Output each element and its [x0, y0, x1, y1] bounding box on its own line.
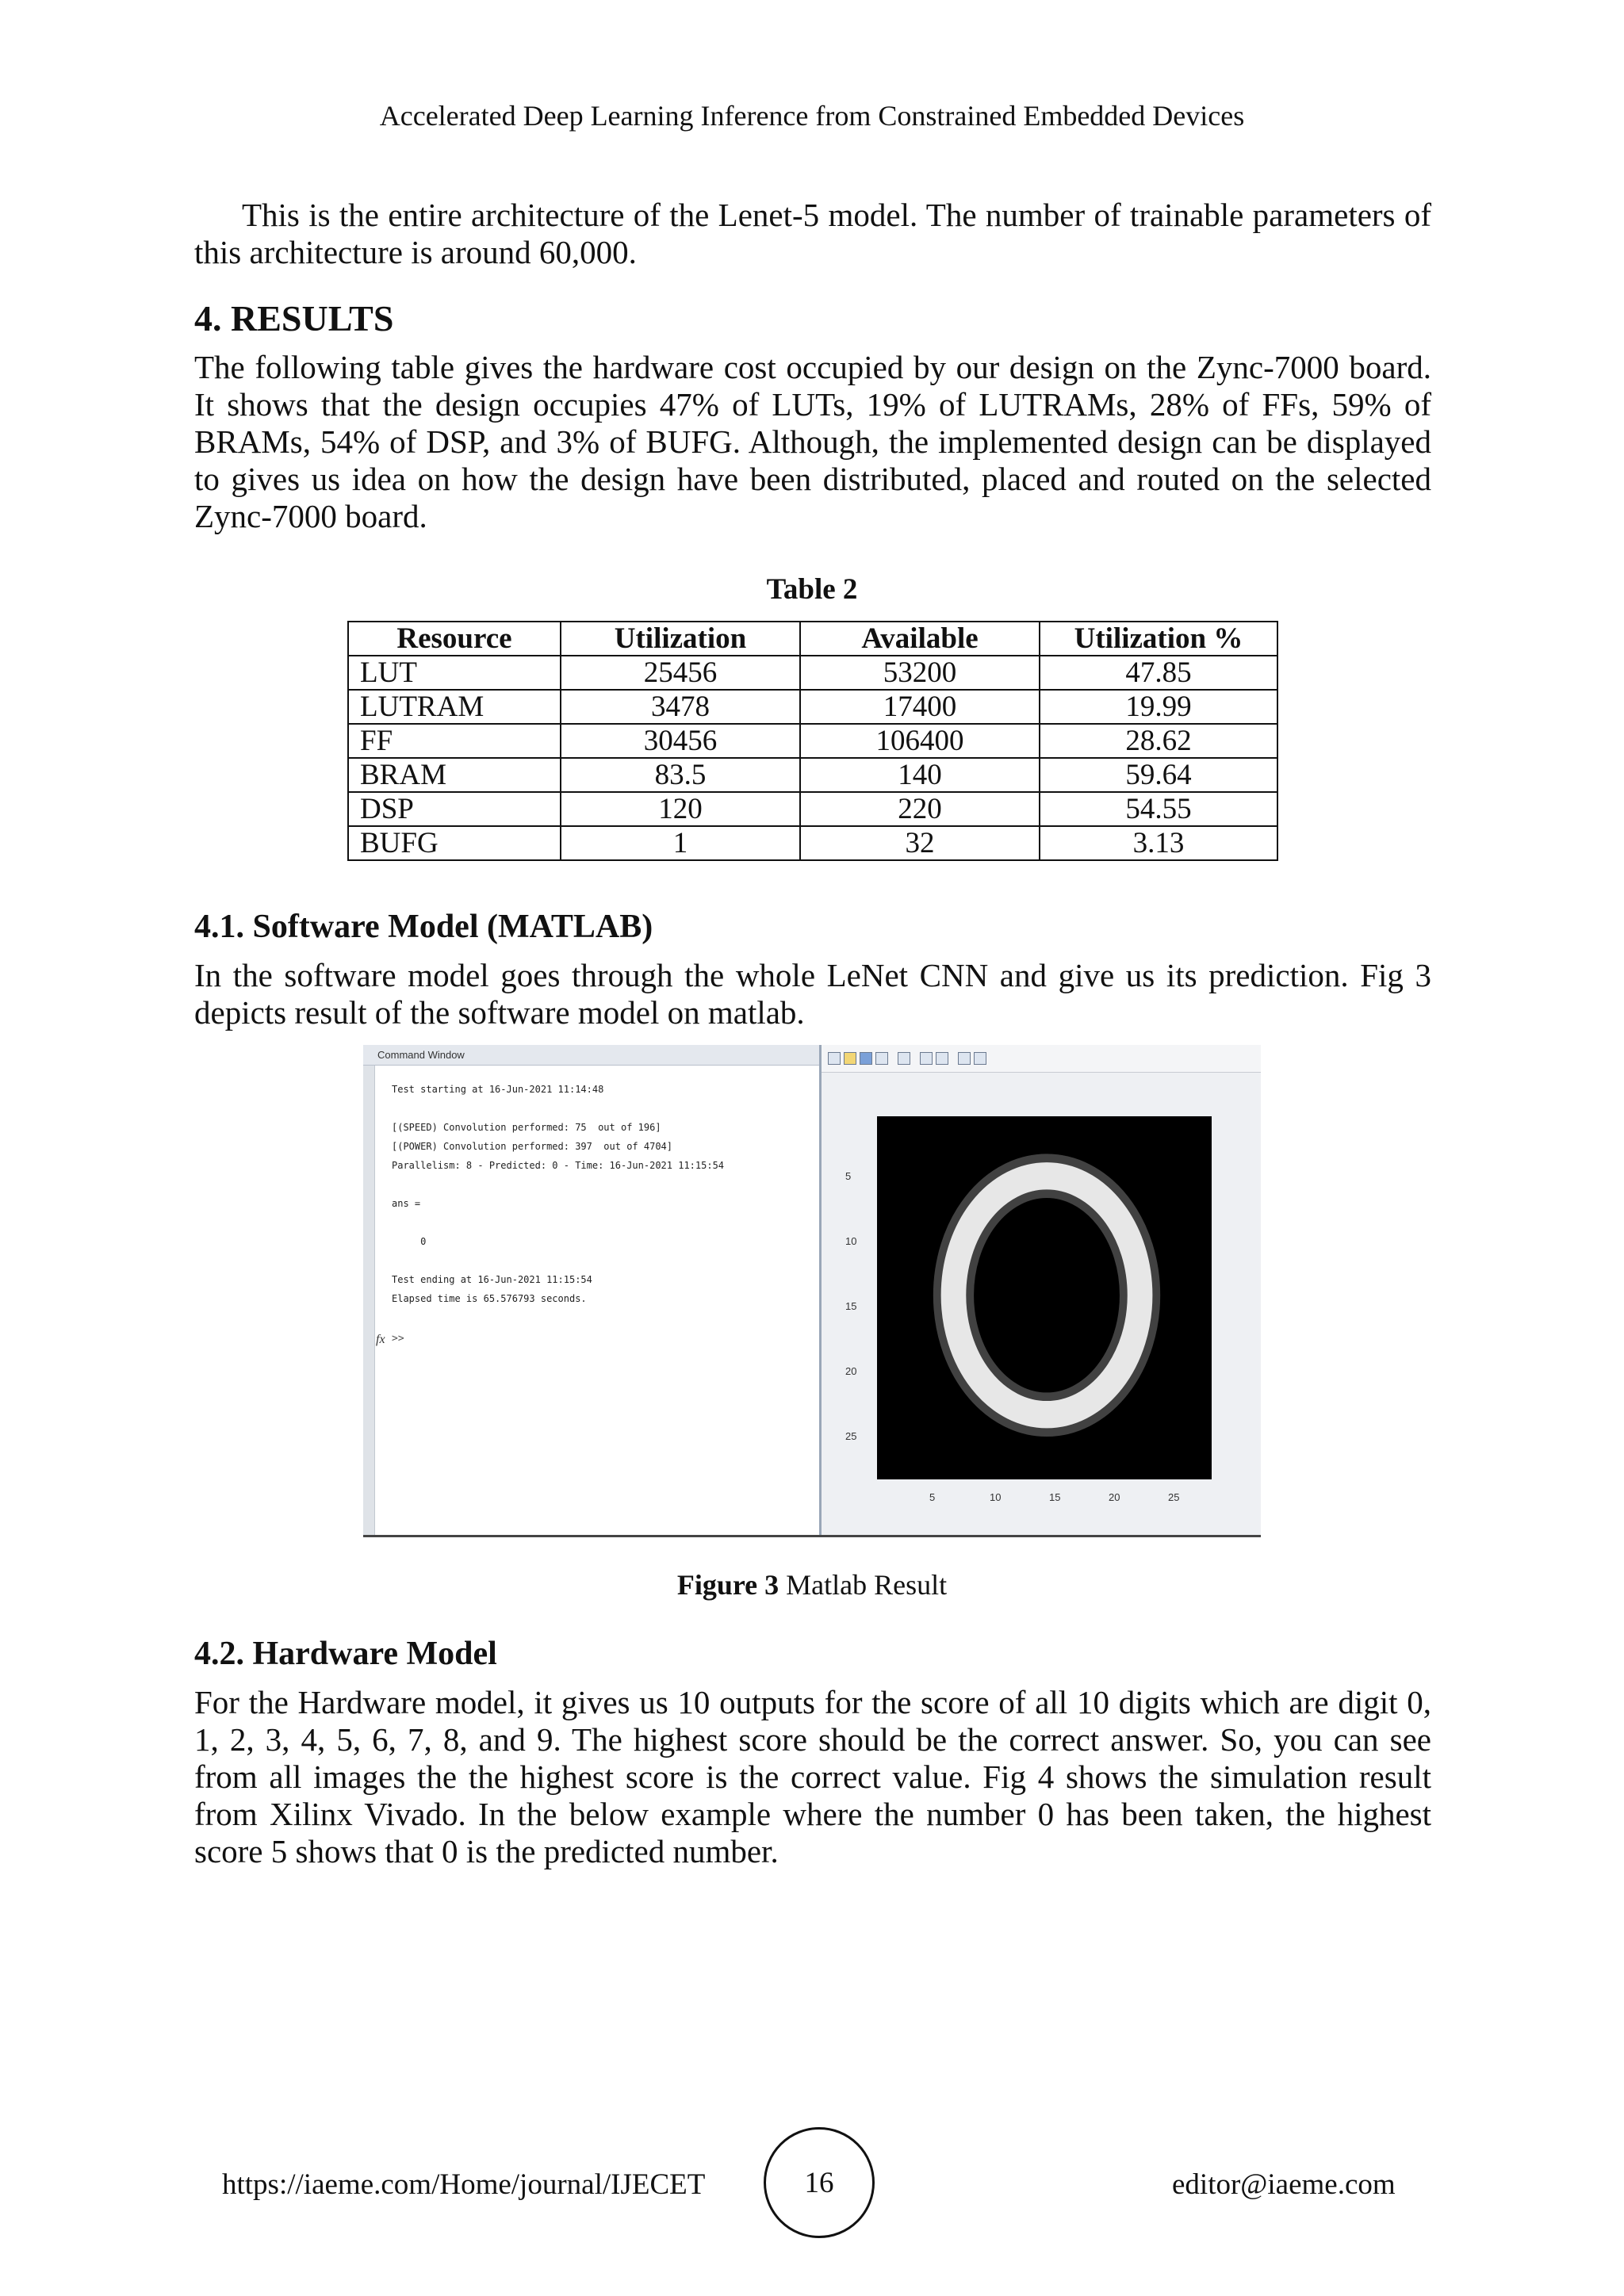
x-tick-label: 10	[990, 1491, 1002, 1503]
x-tick-label: 20	[1109, 1491, 1120, 1503]
figure-3-text: Matlab Result	[779, 1569, 948, 1601]
table-cell: BRAM	[348, 758, 561, 792]
new-figure-icon[interactable]	[828, 1052, 841, 1065]
table-cell: 83.5	[561, 758, 800, 792]
column-header: Utilization %	[1040, 622, 1277, 656]
table-cell: 106400	[800, 724, 1040, 758]
section-4-2-paragraph: For the Hardware model, it gives us 10 outputs for the score of all 10 digits which are digit 0, 1, 2, 3, 4, 5, 6, 7, 8, and 9. The highest score should be the correct answer. So, you can see from all images the the highest score is the correct value. Fig 4 shows the simulation result from Xilinx Vivado. In the below example where the number 0 has been taken, the highest score 5 shows that 0 is the predicted number.	[194, 1684, 1431, 1869]
table-row	[348, 656, 1277, 690]
table-cell: 140	[800, 758, 1040, 792]
intro-paragraph: This is the entire architecture of the Lenet-5 model. The number of trainable parameters of this architecture is around 60,000.	[194, 197, 1431, 270]
command-output-line: Parallelism: 8 - Predicted: 0 - Time: 16-Jun-2021 11:15:54	[392, 1160, 725, 1171]
command-window-output	[392, 1085, 724, 1313]
x-tick-label: 15	[1049, 1491, 1061, 1503]
section-4-1-paragraph: In the software model goes through the whole LeNet CNN and give us its prediction. Fig 3 depicts result of the software model on matlab.	[194, 957, 1431, 1031]
command-output-line	[392, 1104, 724, 1123]
y-tick-label: 15	[845, 1300, 857, 1312]
table-row	[348, 792, 1277, 826]
footer-journal-url[interactable]: https://iaeme.com/Home/journal/IJECET	[222, 2168, 706, 2201]
fx-icon: fx	[376, 1333, 385, 1346]
section-4-heading: 4. RESULTS	[194, 298, 394, 339]
table-cell: 28.62	[1040, 724, 1277, 758]
figure-3-label: Figure 3	[676, 1569, 779, 1601]
y-tick-label: 5	[845, 1170, 852, 1182]
table-cell: 30456	[561, 724, 800, 758]
section-4-2-heading: 4.2. Hardware Model	[194, 1636, 497, 1672]
save-icon[interactable]	[860, 1052, 872, 1065]
y-tick-label: 25	[845, 1430, 857, 1442]
command-output-line	[392, 1180, 724, 1199]
section-4-paragraph: The following table gives the hardware cost occupied by our design on the Zync-7000 board. It shows that the design occupies 47% of LUTs, 19% of LUTRAMs, 28% of FFs, 59% of BRAMs, 54% of DSP, and 3% of BUFG. Although, the implemented design can be displayed to gives us idea on how the design have been distributed, placed and routed on the selected Zync-7000 board.	[194, 349, 1431, 534]
table-cell: DSP	[348, 792, 561, 826]
table-cell: 220	[800, 792, 1040, 826]
table-cell: 47.85	[1040, 656, 1277, 690]
print-icon[interactable]	[875, 1052, 888, 1065]
command-output-line: Test ending at 16-Jun-2021 11:15:54	[392, 1274, 592, 1285]
command-output-line: [(SPEED) Convolution performed: 75 out of 196]	[392, 1122, 661, 1133]
table-row	[348, 826, 1277, 860]
page-number: 16	[764, 2127, 875, 2238]
table-header-row	[348, 622, 1277, 656]
open-file-icon[interactable]	[844, 1052, 856, 1065]
column-header: Utilization	[561, 622, 800, 656]
matlab-screenshot	[363, 1045, 1261, 1537]
column-header: Resource	[348, 622, 561, 656]
zoom-icon[interactable]	[898, 1052, 910, 1065]
command-output-line	[392, 1218, 724, 1237]
digit-zero-image	[877, 1116, 1212, 1479]
table-cell: 54.55	[1040, 792, 1277, 826]
table-2-caption: Table 2	[766, 573, 858, 606]
table-cell: 1	[561, 826, 800, 860]
table-cell: 25456	[561, 656, 800, 690]
table-cell: 120	[561, 792, 800, 826]
table-cell: 53200	[800, 656, 1040, 690]
y-tick-label: 10	[845, 1235, 857, 1247]
table-row	[348, 724, 1277, 758]
command-prompt[interactable]: >>	[392, 1333, 404, 1345]
resource-utilization-table	[347, 621, 1278, 861]
command-output-line: ans =	[392, 1198, 421, 1209]
command-output-line: Test starting at 16-Jun-2021 11:14:48	[392, 1084, 604, 1095]
table-cell: 19.99	[1040, 690, 1277, 724]
table-cell: FF	[348, 724, 561, 758]
command-output-line: [(POWER) Convolution performed: 397 out of 4704]	[392, 1141, 673, 1152]
command-output-line	[392, 1256, 724, 1275]
column-header: Available	[800, 622, 1040, 656]
x-tick-label: 5	[929, 1491, 936, 1503]
x-tick-label: 25	[1168, 1491, 1180, 1503]
table-cell: 3478	[561, 690, 800, 724]
figure-3-caption	[0, 1568, 1624, 1601]
footer-email[interactable]: editor@iaeme.com	[1172, 2168, 1396, 2201]
table-cell: 59.64	[1040, 758, 1277, 792]
table-cell: 17400	[800, 690, 1040, 724]
command-window-title: Command Window	[363, 1045, 819, 1066]
figure-toolbar	[822, 1045, 1261, 1073]
property-editor-icon[interactable]	[974, 1052, 986, 1065]
section-4-1-heading: 4.1. Software Model (MATLAB)	[194, 909, 653, 945]
table-cell: BUFG	[348, 826, 561, 860]
figure-window	[822, 1045, 1261, 1535]
y-tick-label: 20	[845, 1365, 857, 1377]
command-output-line: 0	[392, 1236, 427, 1247]
colorbar-icon[interactable]	[920, 1052, 933, 1065]
digit-image-axes	[877, 1116, 1212, 1479]
table-cell: 3.13	[1040, 826, 1277, 860]
command-output-line: Elapsed time is 65.576793 seconds.	[392, 1293, 587, 1304]
running-header: Accelerated Deep Learning Inference from Constrained Embedded Devices	[379, 100, 1245, 132]
command-window	[363, 1045, 822, 1535]
table-row	[348, 758, 1277, 792]
command-window-margin	[363, 1066, 375, 1535]
table-cell: LUTRAM	[348, 690, 561, 724]
table-row	[348, 690, 1277, 724]
plot-tools-icon[interactable]	[958, 1052, 971, 1065]
legend-icon[interactable]	[936, 1052, 948, 1065]
table-cell: 32	[800, 826, 1040, 860]
table-cell: LUT	[348, 656, 561, 690]
